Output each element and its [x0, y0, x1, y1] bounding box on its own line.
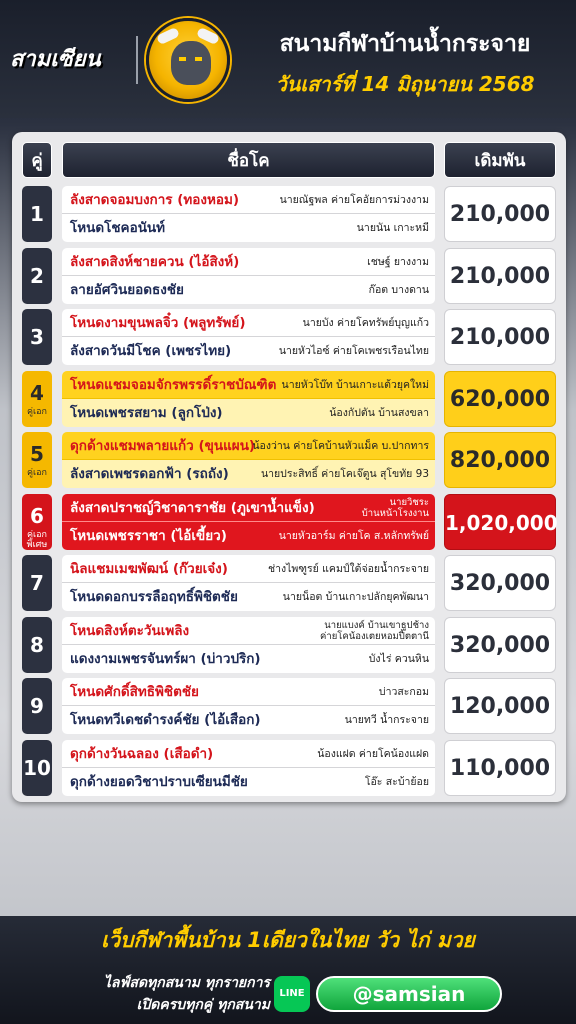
pair-tier: คู่เอก	[27, 407, 47, 417]
owner-1: เชษฐ์ ยางงาม	[367, 256, 429, 268]
owner-1: บ่าวสะกอม	[378, 686, 429, 698]
bull-name-2: โหนดเพชรสยาม (ลูกโป่ง)	[70, 405, 223, 421]
owner-1-line-a: นายวิชระ	[389, 497, 429, 508]
bull-name-1: โหนดแชมจอมจักรพรรดิ์ราชบัณฑิต	[70, 377, 277, 393]
bull-line-1	[62, 371, 435, 399]
footer	[0, 916, 576, 1024]
fight-row	[22, 740, 556, 796]
bull-line-1	[62, 248, 435, 276]
bull-name-1: ลังสาดสิงห์ชายควน (ไอ้สิงห์)	[70, 254, 240, 270]
stake-amount: 210,000	[444, 309, 556, 365]
bull-names	[62, 186, 435, 242]
bull-line-2	[62, 399, 435, 427]
bull-name-2: โหนดดอกบรรลือฤทธิ์พิชิตชัย	[70, 589, 238, 605]
fight-row	[22, 248, 556, 304]
bull-names	[62, 555, 435, 611]
owner-1: นายบัง ค่ายโคทรัพย์บุญแก้ว	[302, 317, 429, 329]
owner-1	[320, 620, 429, 642]
bull-line-2	[62, 645, 435, 673]
owner-1-line-b: ค่ายโคน้องเตยหอมปี้ตตานี	[320, 631, 429, 642]
venue-title: สนามกีฬาบ้านน้ำกระจาย	[279, 31, 531, 57]
footer-tagline: เว็บกีฬาพื้นบ้าน 1เดียวในไทย วัว ไก่ มวย	[101, 928, 475, 952]
owner-2: โอ๊ะ สะบ้าย้อย	[364, 776, 429, 788]
bull-name-1: โหนดงามขุนพลจิ๋ว (พลูทรัพย์)	[70, 315, 246, 331]
pair-number	[22, 678, 52, 734]
bull-name-2: โหนดเพชรราชา (ไอ้เขี้ยว)	[70, 528, 227, 544]
fight-row	[22, 309, 556, 365]
promo-line-1: ไลฟ์สดทุกสนาม ทุกรายการ	[103, 975, 270, 991]
promo-line-2: เปิดครบทุกคู่ ทุกสนาม	[136, 997, 270, 1013]
stake-amount: 820,000	[444, 432, 556, 488]
pair-number-value: 10	[23, 756, 51, 780]
stake-amount: 320,000	[444, 555, 556, 611]
pair-number-value: 6	[30, 504, 44, 528]
fight-row	[22, 186, 556, 242]
bull-names	[62, 248, 435, 304]
owner-1: นายณัฐพล ค่ายโคอัยการม่วงงาม	[279, 194, 429, 206]
owner-2: น้องกัปตัน บ้านสงขลา	[329, 407, 429, 419]
bull-name-1: ลังสาดปราชญ์วิชาดาราชัย (ภูเขาน้ำแข็ง)	[70, 500, 315, 516]
pair-number	[22, 740, 52, 796]
fight-row	[22, 555, 556, 611]
event-date: วันเสาร์ที่ 14 มิถุนายน 2568	[275, 72, 535, 96]
pair-number	[22, 248, 52, 304]
fight-row	[22, 494, 556, 550]
bull-line-2	[62, 522, 435, 550]
pair-number	[22, 494, 52, 550]
bull-face	[171, 41, 211, 85]
owner-2: นายนัน เกาะหมี	[356, 222, 429, 234]
pair-number	[22, 371, 52, 427]
bull-line-2	[62, 460, 435, 488]
bull-name-2: โหนดโชคอนันท์	[70, 220, 166, 236]
header-bull-name: ชื่อโค	[62, 142, 435, 178]
bull-line-1	[62, 617, 435, 645]
brand-divider	[136, 36, 138, 84]
pair-number	[22, 186, 52, 242]
bull-name-1: ลังสาดจอมบงการ (ทองหอม)	[70, 192, 240, 208]
pair-tier: คู่เอก	[27, 468, 47, 478]
bull-line-1	[62, 186, 435, 214]
bull-name-2: โหนดทวีเดชดำรงค์ชัย (ไอ้เสือก)	[70, 712, 261, 728]
bull-name-1: ดุกด้างแชมพลายแก้ว (ขุนแผน)	[70, 438, 256, 454]
owner-2: ก๊อต บางดาน	[368, 284, 429, 296]
bull-names	[62, 617, 435, 673]
owner-2: นายประสิทธิ์ ค่ายโคเจ๊ตูน สุโขทัย 93	[260, 468, 429, 480]
pair-number-value: 9	[30, 694, 44, 718]
owner-1: น้องแฝด ค่ายโคน้องแฝด	[317, 748, 429, 760]
stake-amount: 210,000	[444, 186, 556, 242]
bull-name-2: ลายอัศวินยอดธงชัย	[70, 282, 184, 298]
fight-row	[22, 678, 556, 734]
bull-line-1	[62, 678, 435, 706]
bull-names	[62, 494, 435, 550]
owner-2: นายหัวอาร์ม ค่ายโค ส.หลักทรัพย์	[278, 530, 429, 542]
bull-line-1	[62, 555, 435, 583]
pair-tier: คู่เอกพิเศษ	[26, 530, 48, 550]
bull-name-2: แดงงามเพชรจันทร์ผา (บ่าวปริก)	[70, 651, 261, 667]
bull-name-1: โหนดศักดิ์สิทธิพิชิตชัย	[70, 684, 199, 700]
pair-number-value: 2	[30, 264, 44, 288]
bull-line-2	[62, 214, 435, 242]
bull-line-2	[62, 583, 435, 611]
bull-names	[62, 371, 435, 427]
owner-2: บังไร่ ควนหิน	[368, 653, 429, 665]
header-stake: เดิมพัน	[444, 142, 556, 178]
header-pair-no: คู่	[22, 142, 52, 178]
pair-number	[22, 432, 52, 488]
bull-line-2	[62, 337, 435, 365]
bull-name-2: ดุกด้างยอดวิชาปราบเซียนมีชัย	[70, 774, 248, 790]
stake-amount: 1,020,000	[444, 494, 556, 550]
bull-names	[62, 678, 435, 734]
bull-line-2	[62, 706, 435, 734]
bull-line-2	[62, 768, 435, 796]
pair-number	[22, 309, 52, 365]
pair-number-value: 8	[30, 633, 44, 657]
stake-amount: 620,000	[444, 371, 556, 427]
bull-line-1	[62, 494, 435, 522]
bull-line-1	[62, 309, 435, 337]
bull-name-1: ดุกด้างวันฉลอง (เสือดำ)	[70, 746, 214, 762]
fight-row	[22, 617, 556, 673]
owner-1: นายหัวโบ๊ท บ้านเกาะแต้วยุคใหม่	[281, 379, 429, 391]
stake-amount: 110,000	[444, 740, 556, 796]
fight-row	[22, 432, 556, 488]
bull-line-2	[62, 276, 435, 304]
bull-names	[62, 740, 435, 796]
bull-name-2: ลังสาดวันมีโชค (เพชรไทย)	[70, 343, 232, 359]
bull-names	[62, 309, 435, 365]
bull-line-1	[62, 432, 435, 460]
owner-1: น้องว่าน ค่ายโคบ้านหัวแม็ค บ.ปากทาร	[252, 440, 429, 452]
owner-2: นายน็อต บ้านเกาะปลักยุคพัฒนา	[282, 591, 429, 603]
stake-amount: 120,000	[444, 678, 556, 734]
owner-1	[362, 497, 429, 519]
owner-2: นายหัวไอซ์ ค่ายโคเพชรเรือนไทย	[278, 345, 429, 357]
bull-logo-icon	[146, 18, 230, 102]
owner-2: นายทวี น้ำกระจาย	[344, 714, 429, 726]
stake-amount: 320,000	[444, 617, 556, 673]
bull-name-1: นิลแชมเมฆพัฒน์ (ก๊วยเจ๋ง)	[70, 561, 228, 577]
stake-amount: 210,000	[444, 248, 556, 304]
line-app-icon[interactable]: LINE	[274, 976, 310, 1012]
fight-row	[22, 371, 556, 427]
bull-line-1	[62, 740, 435, 768]
pair-number	[22, 617, 52, 673]
line-handle-button[interactable]: @samsian	[316, 976, 502, 1012]
brand-logo-text: สามเซียน	[10, 47, 101, 72]
owner-1-line-a: นายแบงค์ บ้านเขาธูปช้าง	[324, 620, 429, 631]
bull-eye-right	[195, 57, 202, 61]
owner-1: ช่างไพฑูรย์ แคมป์ใต้จ่อยน้ำกระจาย	[267, 563, 429, 575]
header	[0, 0, 576, 118]
pair-number	[22, 555, 52, 611]
horn-left	[156, 27, 180, 45]
pair-number-value: 4	[30, 381, 44, 405]
bull-name-2: ลังสาดเพชรดอกฟ้า (รถถัง)	[70, 466, 229, 482]
pair-number-value: 7	[30, 571, 44, 595]
fight-card-panel	[12, 132, 566, 802]
pair-number-value: 3	[30, 325, 44, 349]
owner-1-line-b: บ้านหน้าโรงงาน	[361, 508, 429, 519]
bull-eye-left	[179, 57, 186, 61]
pair-number-value: 1	[30, 202, 44, 226]
bull-names	[62, 432, 435, 488]
bull-name-1: โหนดสิงห์ตะวันเพลิง	[70, 623, 190, 639]
pair-number-value: 5	[30, 442, 44, 466]
